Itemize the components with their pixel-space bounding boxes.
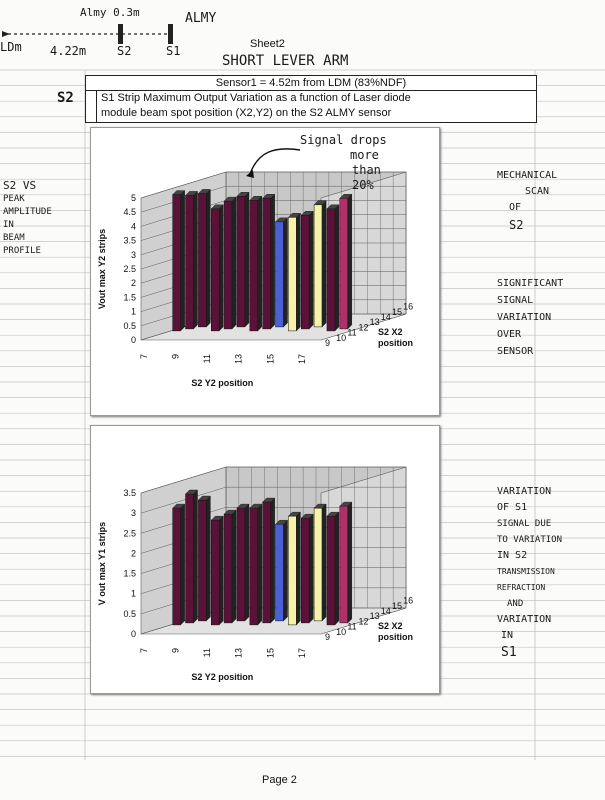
x-tick-label: 9 bbox=[170, 648, 181, 654]
annotation-l3: than bbox=[352, 163, 381, 177]
bar-side bbox=[194, 490, 198, 623]
right-note-1 bbox=[497, 168, 557, 234]
bar-side bbox=[258, 504, 262, 625]
hw-s2: S2 bbox=[117, 44, 132, 58]
bar-front bbox=[224, 514, 232, 623]
bar-side bbox=[219, 205, 223, 331]
left-note-2: PEAK bbox=[3, 194, 25, 204]
bar-side bbox=[284, 218, 288, 327]
hw-distance: 4.22m bbox=[50, 44, 87, 58]
x-tick-label: 11 bbox=[202, 648, 213, 658]
x-tick-label: 17 bbox=[296, 648, 307, 659]
bar-front bbox=[186, 195, 194, 328]
left-note bbox=[3, 178, 52, 258]
depth-tick-label: 16 bbox=[403, 595, 414, 606]
depth-tick-label: 10 bbox=[336, 332, 347, 343]
left-note-3: AMPLITUDE bbox=[3, 207, 52, 217]
annotation-l1: Signal drops bbox=[300, 133, 387, 147]
bar-side bbox=[245, 192, 249, 327]
page-number: Page 2 bbox=[262, 774, 297, 786]
depth-tick-label: 10 bbox=[336, 626, 347, 637]
x-tick-label: 17 bbox=[296, 354, 307, 365]
bar-front bbox=[224, 201, 232, 329]
bar-front bbox=[314, 508, 322, 621]
right-note-3-l5: IN S2 bbox=[497, 550, 528, 561]
hw-sketch-arrows bbox=[0, 22, 190, 48]
bar-side bbox=[194, 191, 198, 328]
bar-side bbox=[232, 510, 236, 623]
right-note-3-l9: VARIATION bbox=[497, 614, 552, 625]
x-tick-label: 7 bbox=[139, 354, 149, 360]
hw-almy-right: ALMY bbox=[185, 11, 217, 26]
bar-front bbox=[263, 198, 271, 329]
bar-front bbox=[211, 520, 219, 625]
bar-side bbox=[206, 189, 210, 326]
bar-side bbox=[206, 496, 210, 621]
bar-front bbox=[288, 217, 296, 331]
bar-front bbox=[301, 518, 309, 623]
depth-tick-label: 12 bbox=[358, 616, 369, 627]
chart-panel-2 bbox=[90, 425, 440, 694]
bar-side bbox=[309, 211, 313, 329]
x-tick-label: 15 bbox=[265, 354, 276, 365]
depth-tick-label: 11 bbox=[347, 621, 357, 632]
bar-side bbox=[296, 512, 300, 625]
bar-side bbox=[181, 191, 185, 331]
y-tick-label: 1 bbox=[130, 588, 136, 599]
depth-tick-label: 15 bbox=[391, 306, 402, 317]
y-tick-label: 4.5 bbox=[123, 207, 136, 218]
bar-front bbox=[198, 500, 206, 621]
bar-front bbox=[276, 222, 284, 327]
depth-tick-label: 13 bbox=[369, 317, 380, 328]
bar-front bbox=[198, 193, 206, 326]
y-axis-label: Vout max Y2 strips bbox=[97, 228, 107, 310]
annotation-l2: more bbox=[350, 148, 379, 162]
bar-side bbox=[322, 201, 326, 327]
bar-side bbox=[181, 504, 185, 625]
right-note-2-l2: SIGNAL bbox=[497, 295, 534, 306]
bar-front bbox=[340, 506, 348, 623]
bar-side bbox=[348, 194, 352, 329]
header-line-2: S1 Strip Maximum Output Variation as a function of Laser diode bbox=[101, 92, 411, 104]
right-note-3-l8: AND bbox=[507, 599, 524, 609]
y-tick-label: 0.5 bbox=[123, 608, 136, 619]
hw-almy-distance: Almy 0.3m bbox=[80, 6, 140, 19]
bar-side bbox=[258, 196, 262, 331]
y-tick-label: 3 bbox=[130, 249, 136, 260]
right-note-3-l10: IN bbox=[501, 630, 514, 641]
sheet-title: Sheet2 bbox=[250, 38, 285, 50]
left-note-5: BEAM bbox=[3, 233, 25, 243]
bar-side bbox=[309, 514, 313, 623]
x-axis-label: S2 Y2 position bbox=[191, 378, 254, 388]
y-tick-label: 3.5 bbox=[123, 488, 136, 498]
right-note-1-l3: OF bbox=[509, 202, 522, 213]
x-axis-label: S2 Y2 position bbox=[191, 672, 254, 682]
bar-front bbox=[340, 198, 348, 329]
left-note-1: S2 VS bbox=[3, 179, 37, 192]
bar-front bbox=[173, 508, 181, 625]
x-tick-label: 7 bbox=[139, 648, 149, 654]
depth-tick-label: 15 bbox=[391, 600, 402, 611]
depth-tick-label: 9 bbox=[325, 338, 331, 348]
header-box bbox=[85, 75, 537, 123]
right-note-3-l3: SIGNAL DUE bbox=[497, 519, 552, 529]
right-note-3-l1: VARIATION bbox=[497, 486, 552, 497]
bar-front bbox=[173, 195, 181, 331]
bar-side bbox=[271, 194, 275, 329]
header-description bbox=[96, 91, 536, 122]
bar-side bbox=[296, 213, 300, 331]
right-note-3-l7: REFRACTION bbox=[497, 583, 546, 592]
bar-front bbox=[211, 209, 219, 331]
bar-front bbox=[237, 508, 245, 621]
bar-front bbox=[288, 516, 296, 625]
depth-tick-label: 14 bbox=[380, 312, 391, 322]
bar-front bbox=[186, 494, 194, 623]
right-note-3 bbox=[497, 484, 562, 662]
bar-front bbox=[237, 196, 245, 327]
y-tick-label: 1.5 bbox=[123, 568, 136, 579]
bar-side bbox=[271, 498, 275, 623]
depth-tick-label: 13 bbox=[369, 611, 380, 622]
right-note-2-l1: SIGNIFICANT bbox=[497, 278, 564, 289]
y-tick-label: 1.5 bbox=[123, 292, 136, 303]
left-note-4: IN bbox=[3, 220, 14, 230]
bar-side bbox=[232, 197, 236, 329]
header-sensor-line: Sensor1 = 4.52m from LDM (83%NDF) bbox=[86, 76, 536, 91]
depth-tick-label: 12 bbox=[358, 322, 369, 333]
hw-s1: S1 bbox=[166, 44, 181, 58]
x-tick-label: 11 bbox=[202, 354, 213, 364]
header-line-3: module beam spot position (X2,Y2) on the S2 ALMY sensor bbox=[101, 107, 392, 119]
x-tick-label: 9 bbox=[170, 354, 181, 360]
bar-side bbox=[322, 504, 326, 621]
bar-side bbox=[245, 504, 249, 621]
hw-s2-mark: S2 bbox=[57, 90, 74, 106]
bar-front bbox=[250, 200, 258, 331]
bar-side bbox=[348, 502, 352, 623]
bar-front bbox=[327, 516, 335, 625]
right-note-2-l3: VARIATION bbox=[497, 312, 552, 323]
bar-side bbox=[335, 205, 339, 331]
depth-tick-label: 14 bbox=[380, 606, 391, 616]
y-tick-label: 2 bbox=[130, 548, 136, 559]
bar-front bbox=[314, 205, 322, 327]
bar-side bbox=[219, 516, 223, 625]
y-axis-label: V out max Y1 strips bbox=[97, 521, 107, 606]
depth-tick-label: 9 bbox=[325, 632, 331, 642]
y-tick-label: 0 bbox=[130, 629, 136, 639]
y-tick-label: 2.5 bbox=[123, 528, 136, 539]
bar-front bbox=[301, 215, 309, 329]
bar-front bbox=[250, 508, 258, 625]
depth-axis-label: position bbox=[378, 337, 413, 348]
y-tick-label: 5 bbox=[130, 193, 136, 203]
annotation-arrow bbox=[244, 140, 304, 180]
bar-front bbox=[263, 502, 271, 623]
depth-tick-label: 16 bbox=[403, 301, 414, 312]
right-note-1-l4: S2 bbox=[509, 218, 524, 232]
y-tick-label: 3 bbox=[130, 508, 136, 519]
depth-axis-label: S2 X2 bbox=[378, 326, 403, 337]
y-tick-label: 4 bbox=[130, 221, 136, 232]
bar-front bbox=[276, 524, 284, 621]
right-note-2 bbox=[497, 275, 563, 360]
depth-axis-label: position bbox=[378, 631, 413, 642]
depth-axis-label: S2 X2 bbox=[378, 620, 403, 631]
right-note-3-l4: TO VARIATION bbox=[497, 535, 563, 545]
right-note-2-l5: SENSOR bbox=[497, 346, 534, 357]
x-tick-label: 13 bbox=[233, 648, 244, 659]
x-tick-label: 15 bbox=[265, 648, 276, 659]
bar-front bbox=[327, 209, 335, 331]
y-tick-label: 1 bbox=[130, 306, 136, 317]
chart1-annotation bbox=[300, 133, 387, 193]
annotation-l4: 20% bbox=[352, 178, 374, 192]
right-note-3-l2: OF S1 bbox=[497, 502, 528, 513]
right-note-2-l4: OVER bbox=[497, 329, 522, 340]
bar-side bbox=[284, 520, 288, 621]
bar-side bbox=[335, 512, 339, 625]
y-tick-label: 2.5 bbox=[123, 264, 136, 274]
chart-2-y1-strips bbox=[91, 426, 439, 693]
hw-ldm: LDm bbox=[0, 40, 22, 54]
y-tick-label: 0 bbox=[130, 335, 136, 345]
left-note-6: PROFILE bbox=[3, 246, 41, 256]
right-note-1-l1: MECHANICAL bbox=[497, 170, 558, 181]
hw-short-lever-arm: SHORT LEVER ARM bbox=[222, 53, 349, 69]
right-note-1-l2: SCAN bbox=[525, 186, 550, 197]
right-note-3-l6: TRANSMISSION bbox=[497, 567, 555, 576]
x-tick-label: 13 bbox=[233, 354, 244, 365]
right-note-3-l11: S1 bbox=[501, 645, 517, 660]
y-tick-label: 3.5 bbox=[123, 235, 136, 246]
y-tick-label: 0.5 bbox=[123, 320, 136, 331]
y-tick-label: 2 bbox=[130, 278, 136, 289]
depth-tick-label: 11 bbox=[347, 327, 357, 338]
